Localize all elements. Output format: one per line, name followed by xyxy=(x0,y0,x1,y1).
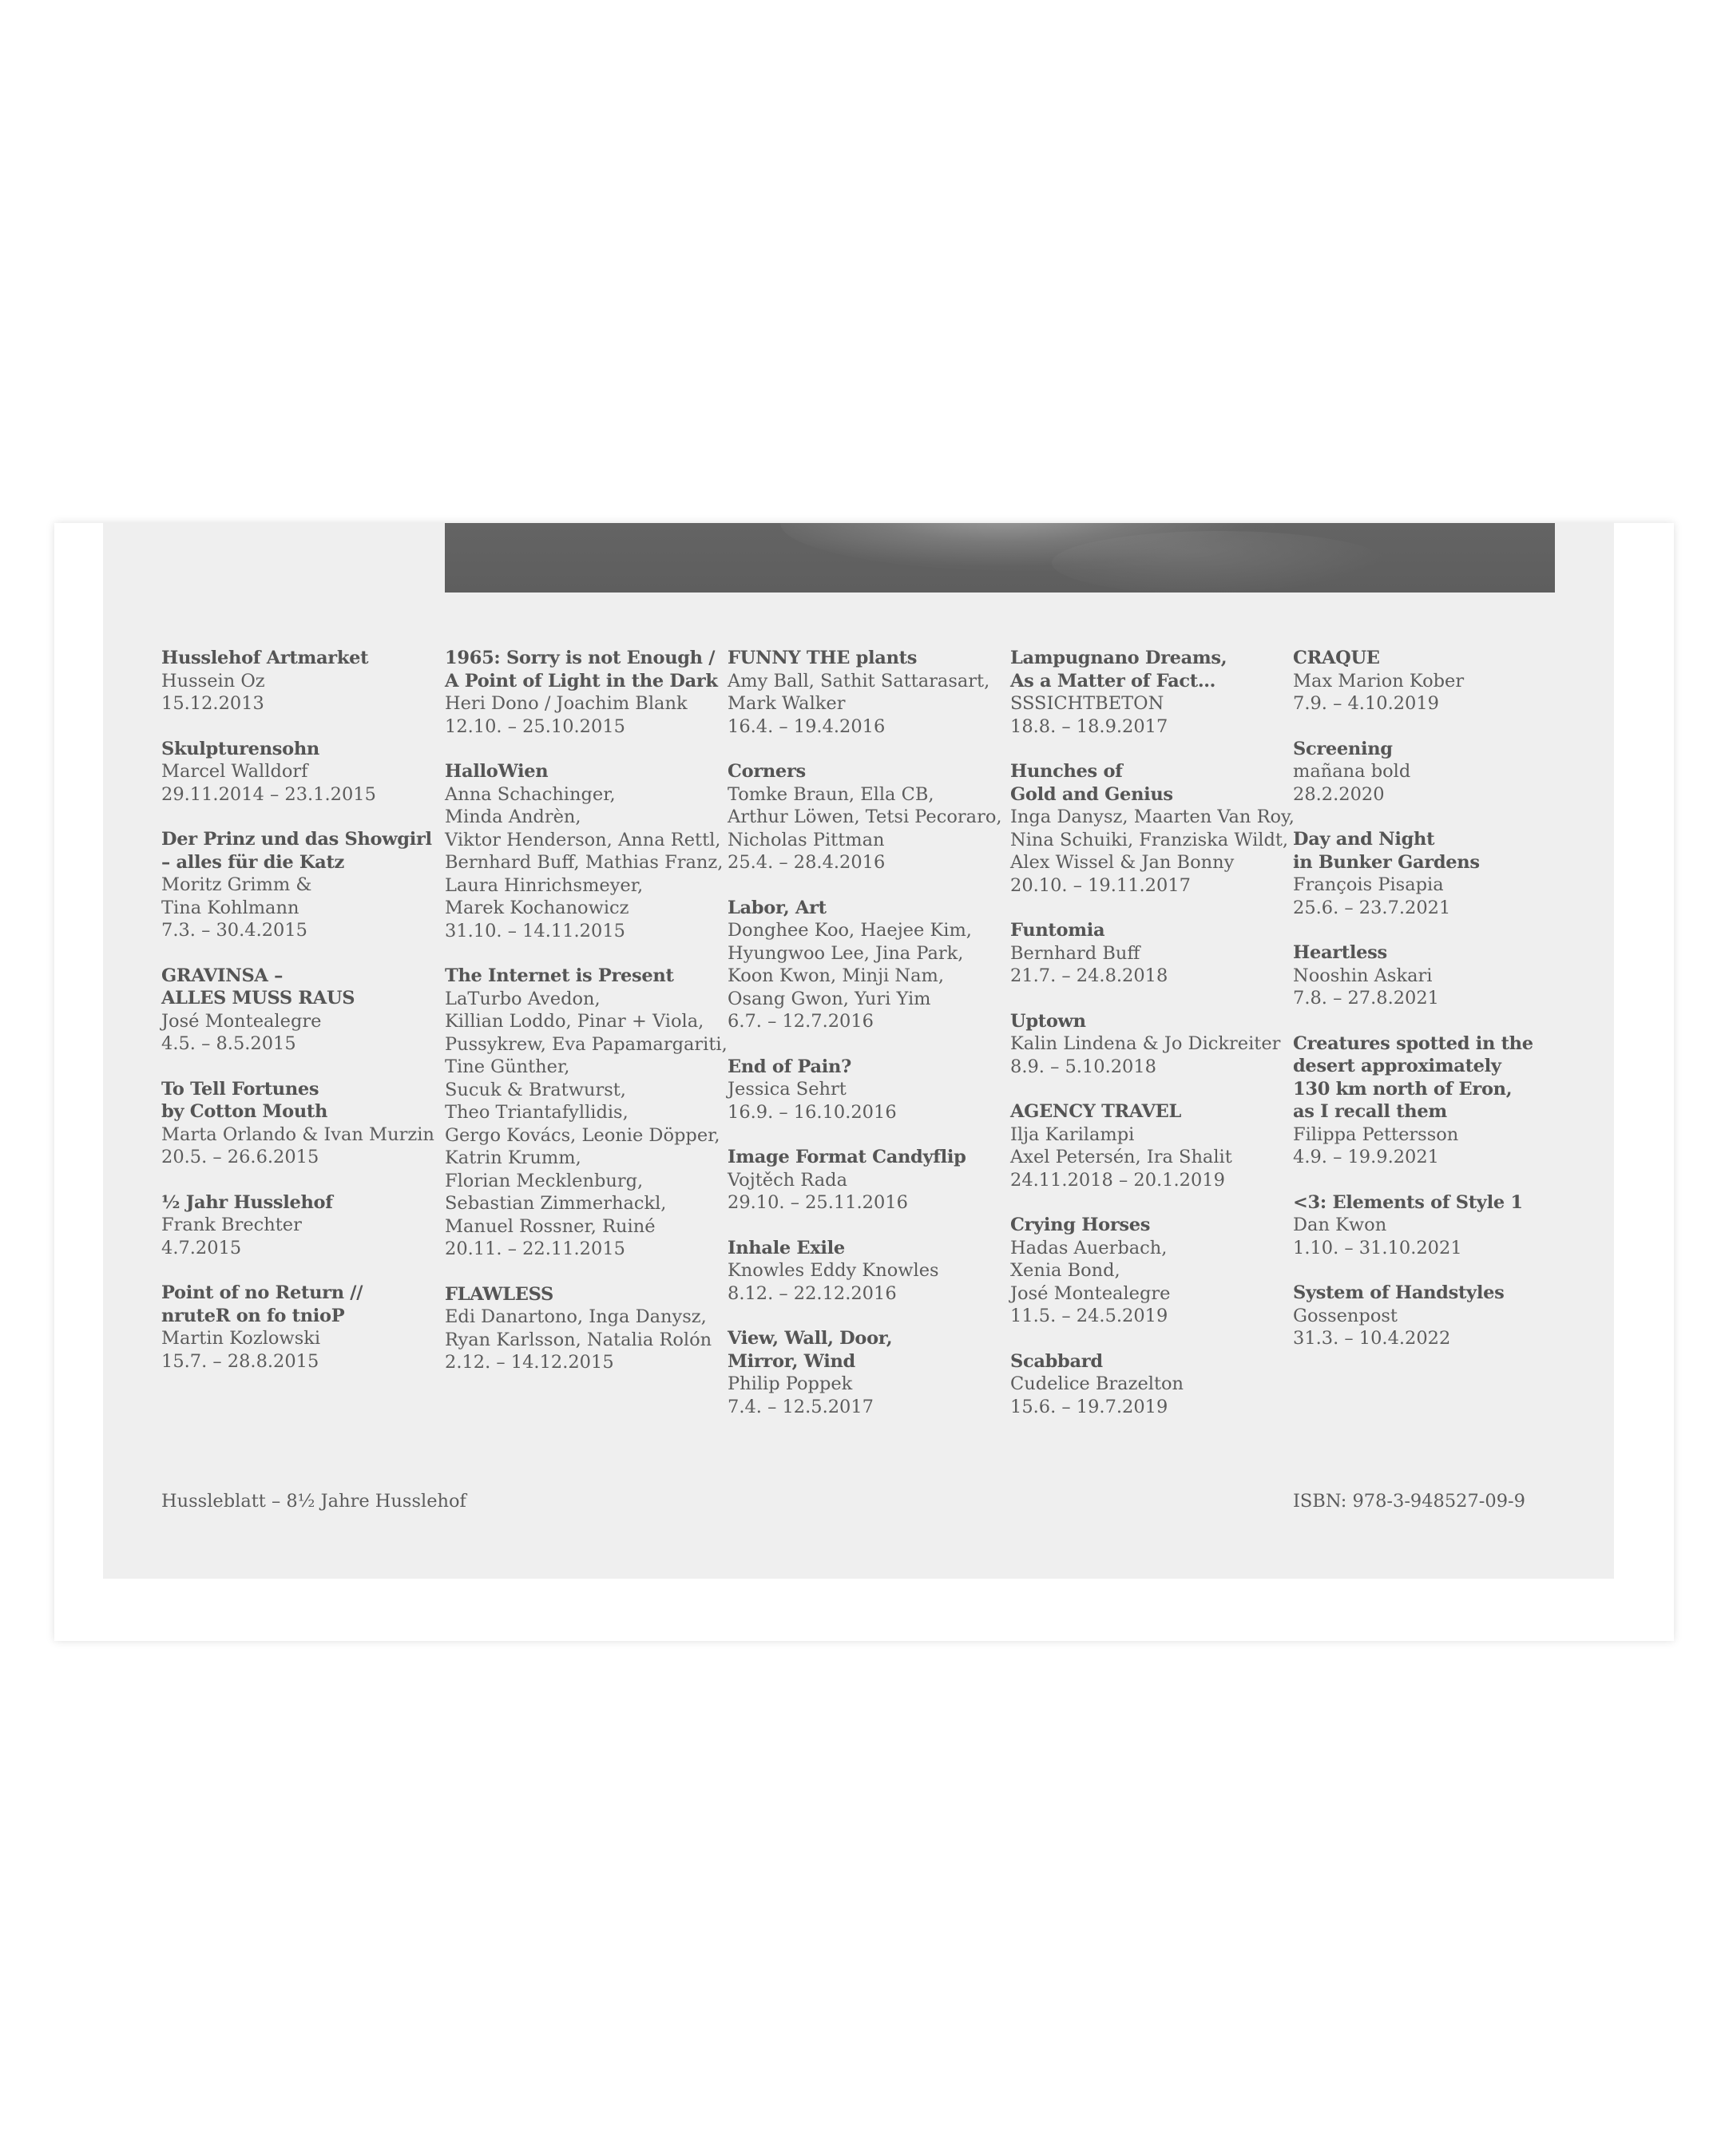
exhibition-date: 2.12. – 14.12.2015 xyxy=(445,1352,614,1373)
exhibition-date: 8.9. – 5.10.2018 xyxy=(1010,1056,1156,1077)
exhibition-artists: Nooshin Askari xyxy=(1293,965,1433,986)
exhibition-title: Heartless xyxy=(1293,942,1387,963)
exhibition-date: 28.2.2020 xyxy=(1293,783,1385,805)
exhibition-entry xyxy=(1010,647,1286,738)
exhibition-date: 7.4. – 12.5.2017 xyxy=(728,1396,874,1417)
exhibition-artists: Filippa Pettersson xyxy=(1293,1124,1459,1145)
exhibition-date: 4.5. – 8.5.2015 xyxy=(161,1033,296,1054)
exhibition-date: 11.5. – 24.5.2019 xyxy=(1010,1306,1168,1326)
exhibition-entry xyxy=(1293,828,1568,919)
exhibition-artists: Marek Kochanowicz xyxy=(445,898,629,918)
exhibition-artists: Gergo Kovács, Leonie Döpper, xyxy=(445,1124,720,1146)
exhibition-title: AGENCY TRAVEL xyxy=(1010,1101,1181,1122)
exhibition-date: 31.10. – 14.11.2015 xyxy=(445,920,625,941)
exhibition-title: Day and Night xyxy=(1293,829,1435,850)
exhibition-artists: Florian Mecklenburg, xyxy=(445,1170,644,1191)
exhibition-date: 15.7. – 28.8.2015 xyxy=(161,1350,319,1372)
exhibition-date: 25.6. – 23.7.2021 xyxy=(1293,897,1451,918)
exhibition-entry xyxy=(1010,1350,1286,1419)
exhibition-artists: Tina Kohlmann xyxy=(161,897,299,918)
exhibition-artists: LaTurbo Avedon, xyxy=(445,988,601,1009)
exhibition-title: ½ Jahr Husslehof xyxy=(161,1191,333,1213)
exhibition-title: System of Handstyles xyxy=(1293,1282,1505,1303)
exhibition-entry xyxy=(1010,760,1295,897)
exhibition-date: 20.5. – 26.6.2015 xyxy=(161,1147,319,1167)
exhibition-title: ALLES MUSS RAUS xyxy=(161,988,355,1009)
exhibition-entry xyxy=(728,1237,1003,1306)
exhibition-date: 12.10. – 25.10.2015 xyxy=(445,715,625,737)
exhibition-column-3 xyxy=(728,647,1003,1441)
exhibition-entry xyxy=(445,647,720,738)
exhibition-artists: François Pisapia xyxy=(1293,874,1444,895)
exhibition-date: 15.12.2013 xyxy=(161,693,264,714)
exhibition-title: The Internet is Present xyxy=(445,965,674,986)
exhibition-entry xyxy=(161,1282,437,1373)
exhibition-date: 29.11.2014 – 23.1.2015 xyxy=(161,783,376,805)
exhibition-date: 18.8. – 18.9.2017 xyxy=(1010,715,1168,737)
exhibition-title: by Cotton Mouth xyxy=(161,1101,328,1122)
exhibition-entry xyxy=(1010,1214,1286,1328)
exhibition-entry xyxy=(161,1078,437,1169)
exhibition-artists: Katrin Krumm, xyxy=(445,1147,581,1168)
exhibition-artists: José Montealegre xyxy=(1010,1282,1171,1304)
exhibition-title: Point of no Return // xyxy=(161,1282,363,1303)
exhibition-date: 16.9. – 16.10.2016 xyxy=(728,1101,897,1123)
exhibition-artists: Max Marion Kober xyxy=(1293,670,1465,692)
exhibition-artists: Marta Orlando & Ivan Murzin xyxy=(161,1124,434,1145)
photo-strip xyxy=(445,523,1555,593)
exhibition-entry xyxy=(1010,919,1286,988)
exhibition-artists: Martin Kozlowski xyxy=(161,1328,321,1349)
exhibition-artists: Marcel Walldorf xyxy=(161,761,308,782)
exhibition-title: Hunches of xyxy=(1010,761,1123,782)
exhibition-title: Der Prinz und das Showgirl xyxy=(161,829,432,850)
exhibition-entry xyxy=(728,897,1003,1033)
exhibition-entry xyxy=(728,1056,1003,1124)
exhibition-title: Uptown xyxy=(1010,1010,1086,1032)
exhibition-artists: Xenia Bond, xyxy=(1010,1260,1120,1281)
exhibition-title: Gold and Genius xyxy=(1010,783,1173,805)
exhibition-date: 20.11. – 22.11.2015 xyxy=(445,1239,625,1259)
exhibition-entry xyxy=(161,1191,437,1260)
exhibition-date: 16.4. – 19.4.2016 xyxy=(728,715,886,737)
exhibition-artists: Dan Kwon xyxy=(1293,1215,1387,1235)
exhibition-entry xyxy=(161,647,437,715)
exhibition-title: nruteR on fo tnioP xyxy=(161,1305,345,1326)
exhibition-artists: Ryan Karlsson, Natalia Rolón xyxy=(445,1329,712,1350)
exhibition-date: 7.3. – 30.4.2015 xyxy=(161,920,307,941)
exhibition-artists: Anna Schachinger, xyxy=(445,783,616,805)
exhibition-entry xyxy=(728,760,1003,874)
exhibition-entry xyxy=(728,647,1003,738)
exhibition-title: desert approximately xyxy=(1293,1056,1501,1076)
exhibition-artists: Edi Danartono, Inga Danysz, xyxy=(445,1306,707,1327)
exhibition-title: HalloWien xyxy=(445,761,549,782)
exhibition-artists: Hyungwoo Lee, Jina Park, xyxy=(728,942,964,964)
exhibition-title: – alles für die Katz xyxy=(161,851,345,873)
exhibition-title: Image Format Candyflip xyxy=(728,1147,966,1167)
exhibition-date: 4.9. – 19.9.2021 xyxy=(1293,1147,1439,1167)
exhibition-title: in Bunker Gardens xyxy=(1293,851,1480,873)
exhibition-artists: Frank Brechter xyxy=(161,1215,302,1235)
exhibition-artists: Bernhard Buff xyxy=(1010,942,1140,964)
exhibition-entry xyxy=(445,965,728,1261)
exhibition-title: Husslehof Artmarket xyxy=(161,648,369,668)
exhibition-artists: Tomke Braun, Ella CB, xyxy=(728,783,934,805)
exhibition-artists: Tine Günther, xyxy=(445,1056,570,1077)
exhibition-title: Lampugnano Dreams, xyxy=(1010,648,1227,668)
exhibition-title: Skulpturensohn xyxy=(161,738,319,759)
exhibition-title: as I recall them xyxy=(1293,1101,1447,1122)
exhibition-artists: Cudelice Brazelton xyxy=(1010,1373,1184,1394)
exhibition-date: 24.11.2018 – 20.1.2019 xyxy=(1010,1169,1225,1191)
exhibition-artists: Inga Danysz, Maarten Van Roy, xyxy=(1010,807,1295,827)
exhibition-artists: Manuel Rossner, Ruiné xyxy=(445,1215,656,1237)
exhibition-artists: Theo Triantafyllidis, xyxy=(445,1102,629,1123)
exhibition-artists: Laura Hinrichsmeyer, xyxy=(445,874,644,896)
exhibition-title: FLAWLESS xyxy=(445,1283,553,1305)
exhibition-artists: Hussein Oz xyxy=(161,670,265,692)
exhibition-title: As a Matter of Fact… xyxy=(1010,670,1216,692)
photo-highlight-secondary xyxy=(1052,531,1387,593)
exhibition-entry xyxy=(1293,1282,1568,1350)
exhibition-date: 25.4. – 28.4.2016 xyxy=(728,852,886,873)
exhibition-title: View, Wall, Door, xyxy=(728,1328,893,1349)
exhibition-date: 4.7.2015 xyxy=(161,1237,242,1258)
exhibition-date: 6.7. – 12.7.2016 xyxy=(728,1011,874,1032)
exhibition-date: 29.10. – 25.11.2016 xyxy=(728,1192,908,1213)
exhibition-artists: Moritz Grimm & xyxy=(161,874,312,895)
exhibition-artists: Killian Loddo, Pinar + Viola, xyxy=(445,1011,704,1032)
exhibition-date: 8.12. – 22.12.2016 xyxy=(728,1282,897,1304)
exhibition-artists: Bernhard Buff, Mathias Franz, xyxy=(445,852,724,873)
exhibition-artists: Kalin Lindena & Jo Dickreiter xyxy=(1010,1033,1281,1054)
exhibition-title: Corners xyxy=(728,761,806,782)
exhibition-entry xyxy=(1010,1010,1286,1079)
exhibition-artists: Alex Wissel & Jan Bonny xyxy=(1010,852,1235,873)
exhibition-title: Mirror, Wind xyxy=(728,1350,855,1372)
isbn-number: ISBN: 978-3-948527-09-9 xyxy=(1293,1491,1525,1512)
exhibition-date: 21.7. – 24.8.2018 xyxy=(1010,965,1168,986)
exhibition-artists: Heri Dono / Joachim Blank xyxy=(445,693,688,714)
exhibition-entry xyxy=(161,828,437,942)
exhibition-artists: Koon Kwon, Minji Nam, xyxy=(728,965,944,986)
exhibition-entry xyxy=(1293,738,1568,807)
exhibition-artists: Osang Gwon, Yuri Yim xyxy=(728,988,931,1009)
exhibition-title: Labor, Art xyxy=(728,897,827,918)
exhibition-title: Creatures spotted in the xyxy=(1293,1032,1533,1054)
exhibition-column-1 xyxy=(161,647,437,1395)
exhibition-artists: Viktor Henderson, Anna Rettl, xyxy=(445,829,721,850)
exhibition-date: 7.9. – 4.10.2019 xyxy=(1293,693,1439,714)
exhibition-entry xyxy=(445,760,724,942)
exhibition-artists: Sebastian Zimmerhackl, xyxy=(445,1193,667,1214)
exhibition-artists: Hadas Auerbach, xyxy=(1010,1237,1168,1258)
exhibition-title: CRAQUE xyxy=(1293,648,1380,668)
exhibition-artists: Minda Andrèn, xyxy=(445,807,581,827)
exhibition-title: A Point of Light in the Dark xyxy=(445,670,718,692)
exhibition-title: 130 km north of Eron, xyxy=(1293,1078,1513,1100)
exhibition-title: Inhale Exile xyxy=(728,1237,845,1258)
exhibition-title: Funtomia xyxy=(1010,920,1105,941)
exhibition-artists: Donghee Koo, Haejee Kim, xyxy=(728,920,972,941)
exhibition-artists: Pussykrew, Eva Papamargariti, xyxy=(445,1033,728,1055)
exhibition-entry xyxy=(1293,1032,1568,1169)
exhibition-title: 1965: Sorry is not Enough / xyxy=(445,648,716,668)
exhibition-artists: Axel Petersén, Ira Shalit xyxy=(1010,1147,1232,1167)
exhibition-entry xyxy=(1293,941,1568,1010)
exhibition-entry xyxy=(728,1146,1003,1215)
exhibition-entry xyxy=(728,1327,1003,1418)
publication-title: Hussleblatt – 8½ Jahre Husslehof xyxy=(161,1491,466,1512)
exhibition-artists: Mark Walker xyxy=(728,693,846,714)
exhibition-date: 15.6. – 19.7.2019 xyxy=(1010,1396,1168,1417)
exhibition-entry xyxy=(1293,1191,1568,1260)
exhibition-title: Crying Horses xyxy=(1010,1215,1151,1235)
exhibition-artists: mañana bold xyxy=(1293,761,1411,782)
exhibition-artists: Vojtěch Rada xyxy=(728,1169,847,1191)
exhibition-entry xyxy=(445,1283,720,1374)
exhibition-title: GRAVINSA – xyxy=(161,965,284,986)
exhibition-title: Screening xyxy=(1293,738,1393,759)
exhibition-column-4 xyxy=(1010,647,1295,1441)
exhibition-date: 31.3. – 10.4.2022 xyxy=(1293,1328,1451,1349)
exhibition-date: 1.10. – 31.10.2021 xyxy=(1293,1237,1462,1258)
exhibition-entry xyxy=(1010,1100,1286,1191)
exhibition-date: 20.10. – 19.11.2017 xyxy=(1010,874,1191,896)
exhibition-artists: Knowles Eddy Knowles xyxy=(728,1260,939,1281)
exhibition-artists: Amy Ball, Sathit Sattarasart, xyxy=(728,670,990,692)
exhibition-artists: Gossenpost xyxy=(1293,1305,1398,1326)
exhibition-artists: José Montealegre xyxy=(161,1010,322,1032)
exhibition-artists: Nina Schuiki, Franziska Wildt, xyxy=(1010,829,1289,850)
exhibition-date: 7.8. – 27.8.2021 xyxy=(1293,988,1439,1009)
exhibition-entry xyxy=(1293,647,1568,715)
exhibition-entry xyxy=(161,738,437,807)
exhibition-title: Scabbard xyxy=(1010,1350,1103,1372)
exhibition-title: End of Pain? xyxy=(728,1056,851,1077)
exhibition-artists: Philip Poppek xyxy=(728,1373,853,1394)
exhibition-artists: Arthur Löwen, Tetsi Pecoraro, xyxy=(728,807,1002,827)
exhibition-title: To Tell Fortunes xyxy=(161,1078,319,1100)
exhibition-title: <3: Elements of Style 1 xyxy=(1293,1191,1523,1213)
exhibition-artists: Sucuk & Bratwurst, xyxy=(445,1079,626,1100)
exhibition-column-2 xyxy=(445,647,728,1397)
exhibition-artists: Ilja Karilampi xyxy=(1010,1124,1135,1145)
exhibition-entry xyxy=(161,965,437,1056)
exhibition-artists: SSSICHTBETON xyxy=(1010,693,1164,714)
exhibition-artists: Jessica Sehrt xyxy=(728,1079,847,1100)
exhibition-column-5 xyxy=(1293,647,1568,1373)
exhibition-artists: Nicholas Pittman xyxy=(728,829,885,850)
exhibition-title: FUNNY THE plants xyxy=(728,648,918,668)
